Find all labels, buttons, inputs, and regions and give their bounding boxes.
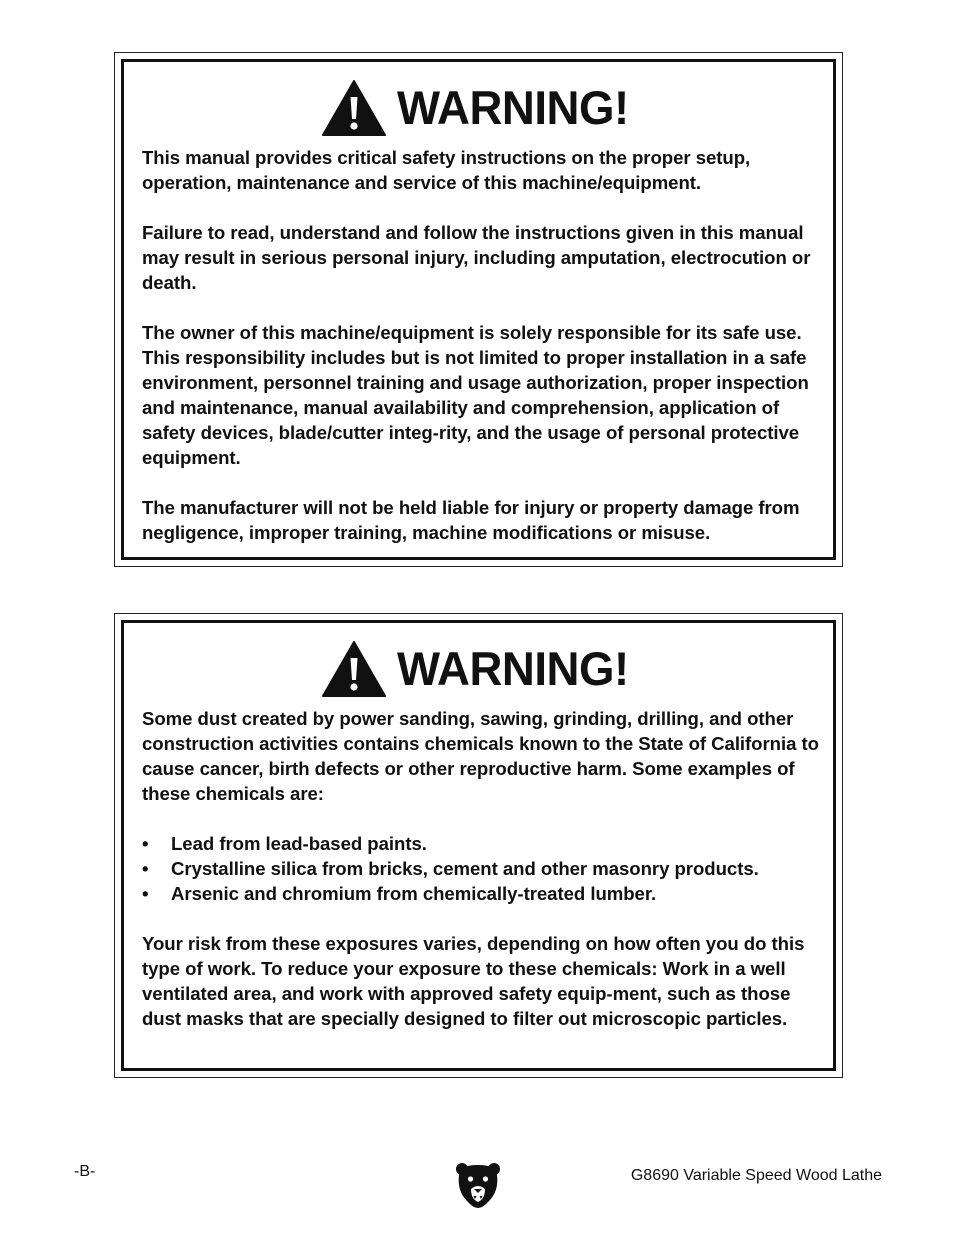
warning-heading [124, 641, 833, 697]
list-item [142, 881, 819, 906]
bullet-marker: • [142, 858, 149, 879]
bear-head-icon [455, 1161, 501, 1209]
warning-triangle-icon [321, 79, 387, 137]
chemical-list [142, 831, 819, 906]
bullet-marker: • [142, 833, 149, 854]
warning-body [142, 706, 819, 1031]
warning-body [142, 145, 819, 545]
model-title: G8690 Variable Speed Wood Lathe [630, 1167, 882, 1184]
warning-intro: Some dust created by power sanding, sawing, grinding, drilling, and other construction activities contains chemicals known to the State of California to cause cancer, birth defects or other reproductive harm. Some examples of these chemicals are: [142, 708, 819, 804]
warning-box-manual [114, 52, 843, 567]
bullet-marker: • [142, 883, 149, 904]
list-item [142, 831, 819, 856]
warning-triangle-icon [321, 640, 387, 698]
warning-title: WARNING! [397, 81, 629, 134]
warning-paragraph: Failure to read, understand and follow the instructions given in this manual may result in serious personal injury, including amputation, electrocution or death. [142, 222, 811, 293]
warning-outro: Your risk from these exposures varies, depending on how often you do this type of work. To reduce your exposure to these chemicals: Work in a well ventilated area, and work with approved safety equip-ment, such as those dust masks that are specially designed to filter out microscopic particles. [142, 933, 805, 1029]
warning-paragraph: This manual provides critical safety instructions on the proper setup, operation, maintenance and service of this machine/equipment. [142, 147, 751, 193]
warning-title: WARNING! [397, 642, 629, 695]
list-item-text: Lead from lead-based paints. [171, 833, 427, 854]
warning-box-california-dust [114, 613, 843, 1078]
list-item-text: Crystalline silica from bricks, cement and other masonry products. [171, 858, 759, 879]
warning-box-inner [121, 620, 836, 1071]
list-item [142, 856, 819, 881]
page-number: -B- [74, 1163, 96, 1180]
warning-paragraph: The manufacturer will not be held liable for injury or property damage from negligence, improper training, machine modifications or misuse. [142, 497, 800, 543]
warning-paragraph: The owner of this machine/equipment is solely responsible for its safe use. This responsibility includes but is not limited to proper installation in a safe environment, personnel training and usage authorization, proper inspection and maintenance, manual availability and comprehension, application of safety devices, blade/cutter integ-rity, and the usage of personal protective equipment. [142, 322, 809, 468]
warning-box-inner [121, 59, 836, 560]
warning-heading [124, 80, 833, 136]
list-item-text: Arsenic and chromium from chemically-treated lumber. [171, 883, 657, 904]
